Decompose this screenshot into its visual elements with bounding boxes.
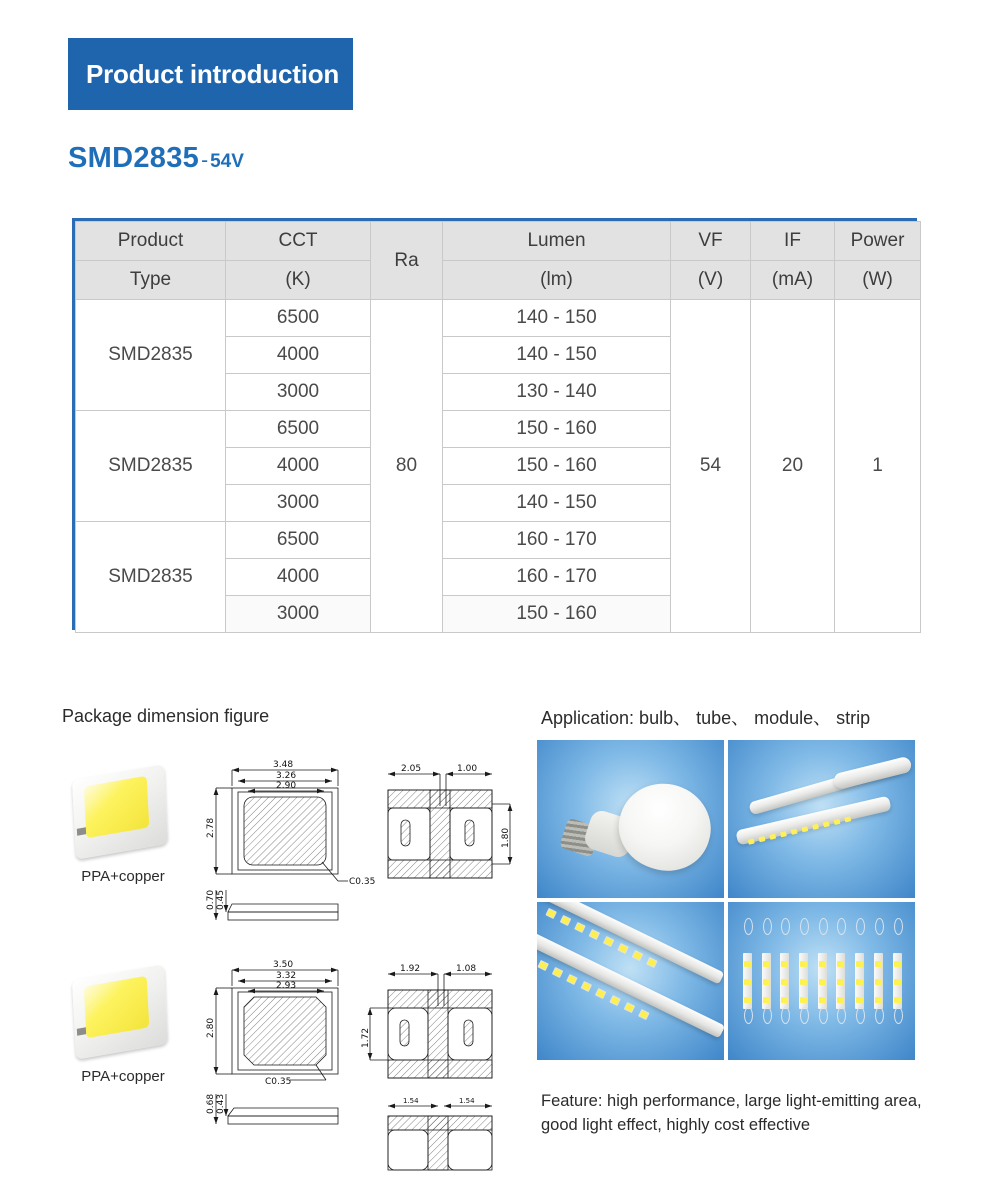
header-if: IF [751, 222, 835, 261]
application-panel [537, 678, 937, 1203]
dim-height-1: 2.78 [206, 817, 216, 838]
table-body [76, 300, 921, 633]
header-type: Type [76, 261, 226, 300]
dim-width-outer-2: 3.50 [273, 960, 294, 970]
cell-ra-value: 80 [371, 300, 443, 633]
header-ra: Ra [371, 222, 443, 300]
header-vf: VF [671, 222, 751, 261]
cell-lumen: 130 - 140 [443, 374, 671, 411]
cell-lumen: 140 - 150 [443, 300, 671, 337]
spec-table [75, 221, 921, 633]
dim-width-outer-1: 3.48 [273, 760, 294, 770]
cell-lumen: 160 - 170 [443, 522, 671, 559]
header-lumen: Lumen [443, 222, 671, 261]
header-vf-unit: (V) [671, 261, 751, 300]
dim-width-inner-2: 2.93 [276, 981, 297, 991]
page-title [68, 142, 244, 175]
led-module-unit [780, 930, 789, 1031]
led-module-unit [762, 930, 771, 1031]
header-power-unit: (W) [835, 261, 921, 300]
product-name: SMD2835 [68, 142, 200, 174]
application-photo-grid [537, 740, 915, 1060]
header-power: Power [835, 222, 921, 261]
spec-table-container [72, 218, 917, 630]
led-tube-end-cap [832, 756, 912, 791]
dim-pad-detail-left: 1.54 [403, 1097, 419, 1105]
material-label-2: PPA+copper [81, 1068, 165, 1085]
header-lumen-unit: (lm) [443, 261, 671, 300]
cad-drawing-2 [170, 940, 530, 1180]
package-dimension-panel [58, 678, 528, 1203]
cell-product-type: SMD2835 [76, 522, 226, 633]
chip-phosphor [84, 976, 150, 1039]
bulb-glass-dome [608, 772, 722, 882]
feature-description: Feature: high performance, large light-emitting area, good light effect, highly cost effective [541, 1092, 922, 1134]
led-module-unit [818, 930, 827, 1031]
cell-power-value: 1 [835, 300, 921, 633]
dim-total-h-1: 0.70 [206, 889, 216, 910]
cell-cct: 6500 [226, 300, 371, 337]
lower-content [0, 678, 1000, 1203]
cell-vf-value: 54 [671, 300, 751, 633]
cell-cct: 4000 [226, 337, 371, 374]
material-label-1: PPA+copper [81, 868, 165, 885]
photo-led-bulb [537, 740, 724, 898]
dim-pad-h-1: 1.80 [501, 827, 511, 848]
header-if-unit: (mA) [751, 261, 835, 300]
cell-cct: 3000 [226, 374, 371, 411]
table-row [76, 300, 921, 337]
dim-chamfer-1: C0.35 [349, 877, 376, 887]
led-module-unit [855, 930, 864, 1031]
dim-pad-left-2: 1.92 [400, 964, 421, 974]
header-row-2 [76, 261, 921, 300]
led-module-unit [799, 930, 808, 1031]
dim-pad-h-2: 1.72 [361, 1027, 371, 1048]
photo-led-tube [728, 740, 915, 898]
product-voltage: 54V [210, 151, 244, 172]
led-module-unit [743, 930, 752, 1031]
photo-led-strip [537, 902, 724, 1060]
led-module-unit [836, 930, 845, 1031]
dim-total-h-2: 0.68 [206, 1093, 216, 1114]
dim-pad-right-2: 1.08 [456, 964, 477, 974]
cad-drawing-1 [170, 740, 530, 940]
chip-phosphor [84, 776, 150, 839]
dim-pad-detail-right: 1.54 [459, 1097, 475, 1105]
cell-cct: 3000 [226, 485, 371, 522]
dim-pad-left-1: 2.05 [401, 764, 422, 774]
cell-cct: 3000 [226, 596, 371, 633]
cell-cct: 6500 [226, 411, 371, 448]
cell-cct: 4000 [226, 448, 371, 485]
section-banner [68, 38, 353, 110]
cell-product-type: SMD2835 [76, 300, 226, 411]
led-chip-photo-2 [68, 966, 172, 1062]
cell-cct: 4000 [226, 559, 371, 596]
cell-if-value: 20 [751, 300, 835, 633]
dim-width-mid-1: 3.26 [276, 771, 297, 781]
cell-lumen: 150 - 160 [443, 411, 671, 448]
cell-lumen: 160 - 170 [443, 559, 671, 596]
dim-body-h-1: 0.45 [216, 889, 226, 910]
dim-height-2: 2.80 [206, 1017, 216, 1038]
package-section-title: Package dimension figure [62, 706, 270, 726]
title-separator: - [201, 149, 209, 172]
header-cct-unit: (K) [226, 261, 371, 300]
cell-lumen: 140 - 150 [443, 337, 671, 374]
banner-title: Product introduction [86, 58, 340, 89]
header-cct: CCT [226, 222, 371, 261]
led-module-unit [893, 930, 902, 1031]
cell-lumen: 140 - 150 [443, 485, 671, 522]
package-figure-1 [58, 740, 528, 940]
application-section-title: Application: bulb、 tube、 module、 strip [541, 708, 871, 728]
package-figure-2 [58, 940, 528, 1140]
photo-led-module [728, 902, 915, 1060]
cell-lumen: 150 - 160 [443, 448, 671, 485]
dim-body-h-2: 0.43 [216, 1093, 226, 1114]
dim-pad-right-1: 1.00 [457, 764, 478, 774]
table-header [76, 222, 921, 300]
cell-lumen: 150 - 160 [443, 596, 671, 633]
dim-width-inner-1: 2.90 [276, 781, 297, 791]
header-row-1 [76, 222, 921, 261]
dim-width-mid-2: 3.32 [276, 971, 297, 981]
led-module-unit [874, 930, 883, 1031]
cell-cct: 6500 [226, 522, 371, 559]
dim-chamfer-2: C0.35 [265, 1077, 292, 1087]
cell-product-type: SMD2835 [76, 411, 226, 522]
header-product: Product [76, 222, 226, 261]
led-chip-photo-1 [68, 766, 172, 862]
